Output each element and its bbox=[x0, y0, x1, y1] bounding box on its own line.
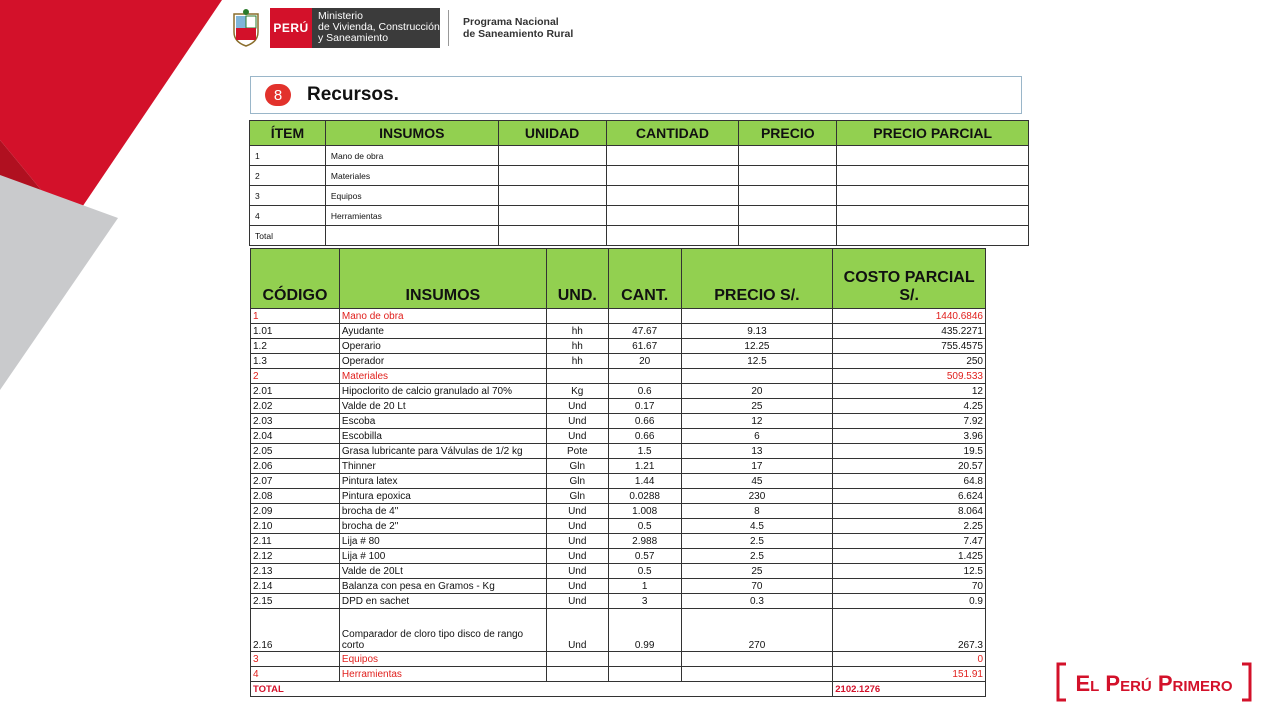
table-row bbox=[251, 474, 986, 489]
coat-of-arms-icon bbox=[228, 8, 264, 48]
table-cell bbox=[608, 309, 681, 324]
decorative-corner-shapes bbox=[0, 0, 240, 400]
summary-table-header bbox=[250, 121, 1029, 146]
table-cell: Equipos bbox=[325, 186, 498, 206]
table-cell: 2.07 bbox=[251, 474, 340, 489]
brand-text: El Perú Primero bbox=[1075, 671, 1233, 696]
table-cell bbox=[498, 186, 606, 206]
table-cell: Comparador de cloro tipo disco de rango corto bbox=[339, 609, 546, 652]
table-cell: 20 bbox=[681, 384, 833, 399]
table-cell: 1440.6846 bbox=[833, 309, 986, 324]
table-cell: 0.66 bbox=[608, 429, 681, 444]
table-cell: 12.5 bbox=[681, 354, 833, 369]
table-cell: Valde de 20Lt bbox=[339, 564, 546, 579]
table-row bbox=[251, 549, 986, 564]
table-cell: Gln bbox=[546, 474, 608, 489]
table-cell bbox=[546, 652, 608, 667]
table-row bbox=[251, 579, 986, 594]
table-cell: Total bbox=[250, 226, 326, 246]
table-cell: Valde de 20 Lt bbox=[339, 399, 546, 414]
table-row bbox=[251, 489, 986, 504]
table-cell: 2.16 bbox=[251, 609, 340, 652]
table-cell bbox=[837, 206, 1029, 226]
table-cell: 4 bbox=[251, 667, 340, 682]
table-cell bbox=[681, 652, 833, 667]
table-cell bbox=[837, 226, 1029, 246]
table-cell: 20.57 bbox=[833, 459, 986, 474]
table-cell: 3.96 bbox=[833, 429, 986, 444]
table-cell bbox=[739, 186, 837, 206]
table-cell bbox=[606, 186, 739, 206]
table-cell: 12 bbox=[681, 414, 833, 429]
table-cell: Herramientas bbox=[339, 667, 546, 682]
table-cell: 1.44 bbox=[608, 474, 681, 489]
table-cell: 17 bbox=[681, 459, 833, 474]
detail-header-cell: CÓDIGO bbox=[251, 249, 340, 309]
table-cell: 12.25 bbox=[681, 339, 833, 354]
table-cell: 2.02 bbox=[251, 399, 340, 414]
table-row bbox=[251, 324, 986, 339]
table-cell bbox=[681, 667, 833, 682]
table-row bbox=[250, 146, 1029, 166]
table-cell: 8.064 bbox=[833, 504, 986, 519]
table-cell: 2 bbox=[251, 369, 340, 384]
table-row bbox=[251, 309, 986, 324]
table-cell: 230 bbox=[681, 489, 833, 504]
table-cell bbox=[608, 667, 681, 682]
table-cell: 0.5 bbox=[608, 564, 681, 579]
table-cell: 20 bbox=[608, 354, 681, 369]
detail-header-cell: COSTO PARCIAL S/. bbox=[833, 249, 986, 309]
total-value: 2102.1276 bbox=[833, 682, 986, 697]
table-cell bbox=[606, 226, 739, 246]
table-cell: 0.99 bbox=[608, 609, 681, 652]
table-cell: 25 bbox=[681, 564, 833, 579]
summary-header-cell: CANTIDAD bbox=[606, 121, 739, 146]
table-cell: Und bbox=[546, 504, 608, 519]
table-cell: 2.988 bbox=[608, 534, 681, 549]
detail-table-header bbox=[251, 249, 986, 309]
table-cell: Lija # 100 bbox=[339, 549, 546, 564]
table-cell: 2.09 bbox=[251, 504, 340, 519]
header-divider bbox=[448, 10, 449, 46]
table-cell bbox=[739, 146, 837, 166]
table-cell: 1 bbox=[250, 146, 326, 166]
table-cell: Und bbox=[546, 609, 608, 652]
section-title: Recursos. bbox=[307, 84, 399, 105]
table-cell: 64.8 bbox=[833, 474, 986, 489]
table-cell: Materiales bbox=[325, 166, 498, 186]
table-cell: 0.3 bbox=[681, 594, 833, 609]
table-cell: 509.533 bbox=[833, 369, 986, 384]
table-cell: 7.92 bbox=[833, 414, 986, 429]
ministry-line-1: Ministerio bbox=[318, 10, 363, 22]
table-cell: 2.10 bbox=[251, 519, 340, 534]
table-cell bbox=[546, 667, 608, 682]
table-row bbox=[251, 339, 986, 354]
table-cell: 0.9 bbox=[833, 594, 986, 609]
table-cell: 2.11 bbox=[251, 534, 340, 549]
table-cell: Operario bbox=[339, 339, 546, 354]
summary-header-cell: PRECIO bbox=[739, 121, 837, 146]
table-row bbox=[251, 414, 986, 429]
summary-header-cell: UNIDAD bbox=[498, 121, 606, 146]
table-cell: Und bbox=[546, 399, 608, 414]
table-row bbox=[251, 609, 986, 652]
table-cell: 0.5 bbox=[608, 519, 681, 534]
table-row bbox=[251, 354, 986, 369]
table-cell: 61.67 bbox=[608, 339, 681, 354]
summary-header-cell: INSUMOS bbox=[325, 121, 498, 146]
table-cell: Pintura epoxica bbox=[339, 489, 546, 504]
table-cell: 13 bbox=[681, 444, 833, 459]
table-cell: 1.425 bbox=[833, 549, 986, 564]
table-cell: brocha de 4" bbox=[339, 504, 546, 519]
table-cell: 1 bbox=[251, 309, 340, 324]
table-row bbox=[251, 504, 986, 519]
header-logos bbox=[228, 6, 573, 50]
ministry-line-3: y Saneamiento bbox=[318, 32, 389, 44]
table-cell: hh bbox=[546, 324, 608, 339]
table-cell: 2.04 bbox=[251, 429, 340, 444]
table-row bbox=[251, 384, 986, 399]
table-cell: 1.2 bbox=[251, 339, 340, 354]
summary-table bbox=[249, 120, 1029, 246]
table-cell: Und bbox=[546, 579, 608, 594]
table-row bbox=[251, 594, 986, 609]
table-cell: 7.47 bbox=[833, 534, 986, 549]
table-cell: Kg bbox=[546, 384, 608, 399]
table-cell: 1.21 bbox=[608, 459, 681, 474]
table-cell bbox=[546, 369, 608, 384]
ministry-line-2: de Vivienda, Construcción bbox=[318, 21, 440, 33]
table-cell: Pote bbox=[546, 444, 608, 459]
table-cell: Equipos bbox=[339, 652, 546, 667]
table-cell bbox=[606, 166, 739, 186]
table-cell: Materiales bbox=[339, 369, 546, 384]
table-cell bbox=[681, 369, 833, 384]
table-row bbox=[251, 519, 986, 534]
table-cell: Und bbox=[546, 519, 608, 534]
table-cell: Mano de obra bbox=[325, 146, 498, 166]
table-cell: 2.5 bbox=[681, 534, 833, 549]
table-cell bbox=[837, 146, 1029, 166]
table-cell: 70 bbox=[681, 579, 833, 594]
table-cell: 2.12 bbox=[251, 549, 340, 564]
table-cell: 1.3 bbox=[251, 354, 340, 369]
table-cell: 2.25 bbox=[833, 519, 986, 534]
table-cell: DPD en sachet bbox=[339, 594, 546, 609]
table-cell: 4.5 bbox=[681, 519, 833, 534]
table-row bbox=[251, 652, 986, 667]
table-cell: 435.2271 bbox=[833, 324, 986, 339]
table-cell: 2.08 bbox=[251, 489, 340, 504]
table-cell: Grasa lubricante para Válvulas de 1/2 kg bbox=[339, 444, 546, 459]
table-cell: 250 bbox=[833, 354, 986, 369]
table-cell: Ayudante bbox=[339, 324, 546, 339]
table-cell: 9.13 bbox=[681, 324, 833, 339]
table-cell: 2.05 bbox=[251, 444, 340, 459]
table-row bbox=[251, 459, 986, 474]
table-cell: 2.06 bbox=[251, 459, 340, 474]
table-cell: 45 bbox=[681, 474, 833, 489]
total-row bbox=[251, 682, 986, 697]
table-cell: Operador bbox=[339, 354, 546, 369]
table-row bbox=[250, 186, 1029, 206]
table-row bbox=[251, 399, 986, 414]
table-cell: 3 bbox=[608, 594, 681, 609]
table-row bbox=[250, 226, 1029, 246]
table-cell: Hipoclorito de calcio granulado al 70% bbox=[339, 384, 546, 399]
table-row bbox=[251, 429, 986, 444]
table-cell: 2.5 bbox=[681, 549, 833, 564]
table-cell bbox=[739, 166, 837, 186]
program-line-2: de Saneamiento Rural bbox=[463, 28, 574, 40]
program-name bbox=[463, 16, 573, 40]
table-cell: 12.5 bbox=[833, 564, 986, 579]
table-cell: Lija # 80 bbox=[339, 534, 546, 549]
table-cell: Thinner bbox=[339, 459, 546, 474]
section-title-box bbox=[250, 76, 1022, 114]
table-cell bbox=[837, 186, 1029, 206]
total-label: TOTAL bbox=[251, 682, 833, 697]
table-cell: 70 bbox=[833, 579, 986, 594]
table-cell bbox=[498, 226, 606, 246]
table-cell bbox=[739, 226, 837, 246]
table-cell: 4.25 bbox=[833, 399, 986, 414]
peru-logo: PERÚ bbox=[270, 8, 312, 48]
table-cell: hh bbox=[546, 339, 608, 354]
detail-header-cell: PRECIO S/. bbox=[681, 249, 833, 309]
table-cell: Und bbox=[546, 564, 608, 579]
table-cell: Gln bbox=[546, 459, 608, 474]
table-cell bbox=[608, 369, 681, 384]
table-cell bbox=[681, 309, 833, 324]
table-cell: brocha de 2" bbox=[339, 519, 546, 534]
detail-header-cell: INSUMOS bbox=[339, 249, 546, 309]
table-cell: 151.91 bbox=[833, 667, 986, 682]
ministry-logo bbox=[312, 8, 440, 48]
table-row bbox=[251, 564, 986, 579]
table-row bbox=[251, 534, 986, 549]
table-cell: 755.4575 bbox=[833, 339, 986, 354]
table-cell: Und bbox=[546, 429, 608, 444]
table-cell: 2.03 bbox=[251, 414, 340, 429]
table-cell: 0.57 bbox=[608, 549, 681, 564]
table-cell bbox=[546, 309, 608, 324]
table-cell bbox=[325, 226, 498, 246]
section-number-badge: 8 bbox=[265, 84, 291, 106]
table-cell bbox=[606, 206, 739, 226]
table-cell: Escoba bbox=[339, 414, 546, 429]
table-cell: hh bbox=[546, 354, 608, 369]
table-cell: 6.624 bbox=[833, 489, 986, 504]
table-cell: 0.17 bbox=[608, 399, 681, 414]
table-row bbox=[251, 444, 986, 459]
table-cell bbox=[837, 166, 1029, 186]
table-cell bbox=[498, 206, 606, 226]
table-cell: Pintura latex bbox=[339, 474, 546, 489]
table-cell: Und bbox=[546, 549, 608, 564]
table-cell bbox=[606, 146, 739, 166]
table-cell: 2 bbox=[250, 166, 326, 186]
table-cell bbox=[498, 146, 606, 166]
table-cell: Und bbox=[546, 414, 608, 429]
table-row bbox=[250, 206, 1029, 226]
table-cell bbox=[608, 652, 681, 667]
el-peru-primero-logo bbox=[1056, 662, 1252, 702]
table-cell: Und bbox=[546, 534, 608, 549]
table-cell: Escobilla bbox=[339, 429, 546, 444]
table-cell: Mano de obra bbox=[339, 309, 546, 324]
table-cell: 2.13 bbox=[251, 564, 340, 579]
detail-header-cell: UND. bbox=[546, 249, 608, 309]
summary-header-cell: ÍTEM bbox=[250, 121, 326, 146]
table-cell: 19.5 bbox=[833, 444, 986, 459]
table-cell: Gln bbox=[546, 489, 608, 504]
detail-table bbox=[250, 248, 986, 697]
table-cell: 12 bbox=[833, 384, 986, 399]
table-cell: Und bbox=[546, 594, 608, 609]
table-cell: 8 bbox=[681, 504, 833, 519]
table-cell: 4 bbox=[250, 206, 326, 226]
table-cell bbox=[498, 166, 606, 186]
table-cell: 1.01 bbox=[251, 324, 340, 339]
table-cell: 0 bbox=[833, 652, 986, 667]
table-cell: 0.0288 bbox=[608, 489, 681, 504]
table-cell: 2.01 bbox=[251, 384, 340, 399]
table-cell: 0.6 bbox=[608, 384, 681, 399]
summary-header-cell: PRECIO PARCIAL bbox=[837, 121, 1029, 146]
table-cell: 267.3 bbox=[833, 609, 986, 652]
table-row bbox=[251, 667, 986, 682]
detail-header-cell: CANT. bbox=[608, 249, 681, 309]
table-cell: 3 bbox=[250, 186, 326, 206]
table-cell: Herramientas bbox=[325, 206, 498, 226]
table-cell: 6 bbox=[681, 429, 833, 444]
table-cell: 25 bbox=[681, 399, 833, 414]
table-cell: 1.008 bbox=[608, 504, 681, 519]
table-cell: 47.67 bbox=[608, 324, 681, 339]
table-cell: 1 bbox=[608, 579, 681, 594]
table-cell: 2.14 bbox=[251, 579, 340, 594]
table-cell: 270 bbox=[681, 609, 833, 652]
program-line-1: Programa Nacional bbox=[463, 16, 559, 28]
table-cell: Balanza con pesa en Gramos - Kg bbox=[339, 579, 546, 594]
table-cell: 2.15 bbox=[251, 594, 340, 609]
table-cell: 1.5 bbox=[608, 444, 681, 459]
table-row bbox=[251, 369, 986, 384]
table-cell bbox=[739, 206, 837, 226]
table-row bbox=[250, 166, 1029, 186]
table-cell: 3 bbox=[251, 652, 340, 667]
table-cell: 0.66 bbox=[608, 414, 681, 429]
